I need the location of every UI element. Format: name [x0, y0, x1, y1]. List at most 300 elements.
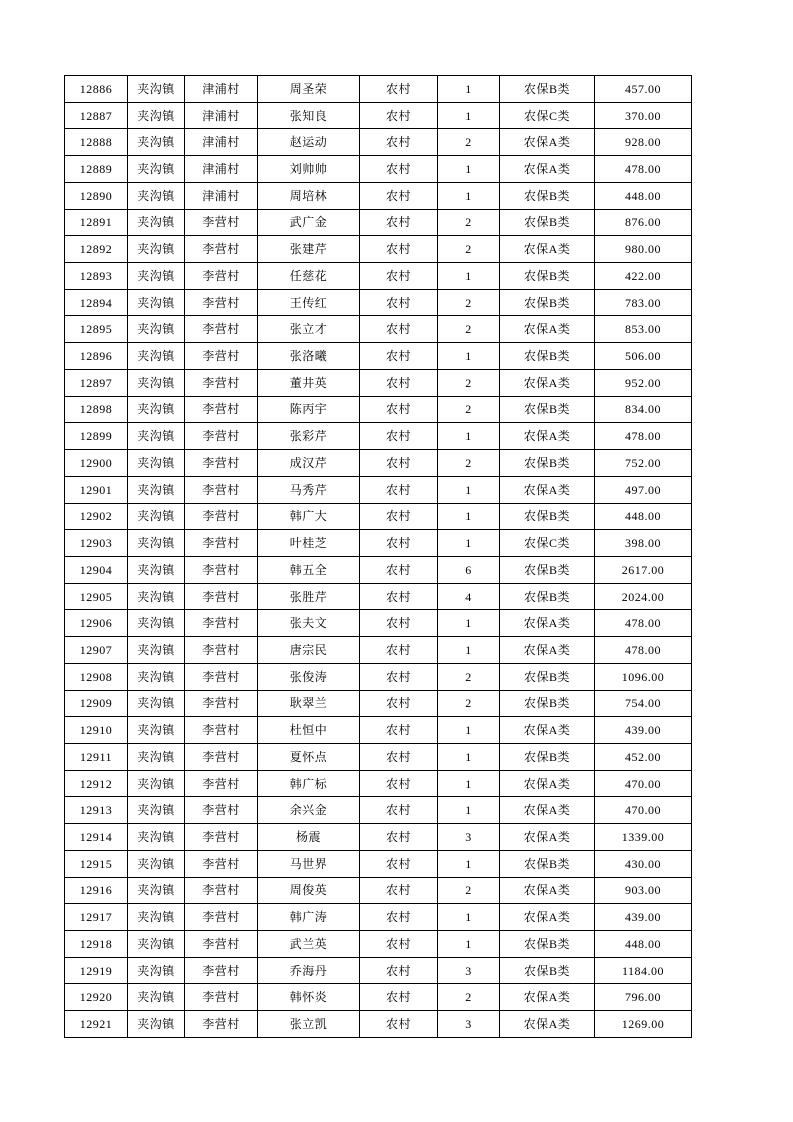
table-cell: 成汉芹 [258, 450, 360, 477]
table-cell: 农村 [360, 850, 438, 877]
table-cell: 2 [438, 877, 500, 904]
document-sheet [64, 75, 691, 1038]
table-cell: 478.00 [595, 610, 692, 637]
table-cell: 李营村 [185, 824, 258, 851]
table-cell: 李营村 [185, 556, 258, 583]
table-cell: 李营村 [185, 369, 258, 396]
table-cell: 农保B类 [500, 209, 595, 236]
table-cell: 耿翠兰 [258, 690, 360, 717]
table-cell: 1 [438, 343, 500, 370]
table-row [65, 316, 692, 343]
table-cell: 农保B类 [500, 343, 595, 370]
table-cell: 农保B类 [500, 396, 595, 423]
table-cell: 农村 [360, 770, 438, 797]
table-cell: 农保B类 [500, 850, 595, 877]
table-cell: 夹沟镇 [128, 1011, 185, 1038]
table-cell: 4 [438, 583, 500, 610]
table-cell: 2 [438, 663, 500, 690]
table-cell: 马世界 [258, 850, 360, 877]
table-cell: 夹沟镇 [128, 690, 185, 717]
table-cell: 12893 [65, 263, 128, 290]
table-cell: 韩广涛 [258, 904, 360, 931]
table-cell: 2 [438, 369, 500, 396]
table-row [65, 743, 692, 770]
table-cell: 张建芹 [258, 236, 360, 263]
table-cell: 1 [438, 743, 500, 770]
table-cell: 1 [438, 102, 500, 129]
table-cell: 2024.00 [595, 583, 692, 610]
table-cell: 李营村 [185, 289, 258, 316]
table-cell: 422.00 [595, 263, 692, 290]
table-row [65, 129, 692, 156]
table-cell: 农村 [360, 129, 438, 156]
table-cell: 1269.00 [595, 1011, 692, 1038]
table-row [65, 690, 692, 717]
table-row [65, 637, 692, 664]
table-cell: 农保A类 [500, 129, 595, 156]
table-cell: 刘帅帅 [258, 156, 360, 183]
table-cell: 夹沟镇 [128, 156, 185, 183]
table-cell: 李营村 [185, 423, 258, 450]
table-cell: 农村 [360, 904, 438, 931]
table-cell: 12901 [65, 476, 128, 503]
table-cell: 952.00 [595, 369, 692, 396]
records-table [64, 75, 692, 1038]
table-cell: 农村 [360, 824, 438, 851]
table-cell: 农保A类 [500, 717, 595, 744]
table-cell: 韩广标 [258, 770, 360, 797]
table-cell: 12916 [65, 877, 128, 904]
table-cell: 夹沟镇 [128, 503, 185, 530]
table-cell: 470.00 [595, 797, 692, 824]
table-cell: 农村 [360, 182, 438, 209]
table-cell: 12899 [65, 423, 128, 450]
table-cell: 农村 [360, 476, 438, 503]
table-row [65, 102, 692, 129]
table-cell: 津浦村 [185, 76, 258, 103]
table-cell: 夹沟镇 [128, 369, 185, 396]
table-cell: 农保B类 [500, 503, 595, 530]
table-cell: 津浦村 [185, 182, 258, 209]
table-cell: 12919 [65, 957, 128, 984]
table-cell: 12921 [65, 1011, 128, 1038]
table-cell: 农保A类 [500, 797, 595, 824]
table-row [65, 369, 692, 396]
table-cell: 李营村 [185, 316, 258, 343]
table-row [65, 209, 692, 236]
table-cell: 12904 [65, 556, 128, 583]
table-cell: 李营村 [185, 877, 258, 904]
table-cell: 3 [438, 1011, 500, 1038]
table-cell: 农保A类 [500, 610, 595, 637]
table-cell: 农村 [360, 450, 438, 477]
table-cell: 农保A类 [500, 1011, 595, 1038]
table-cell: 任慈花 [258, 263, 360, 290]
table-row [65, 182, 692, 209]
table-row [65, 931, 692, 958]
table-cell: 2 [438, 690, 500, 717]
table-cell: 农村 [360, 663, 438, 690]
table-cell: 陈丙宇 [258, 396, 360, 423]
table-cell: 1 [438, 530, 500, 557]
table-cell: 农保B类 [500, 450, 595, 477]
table-cell: 1096.00 [595, 663, 692, 690]
table-cell: 12909 [65, 690, 128, 717]
table-cell: 2 [438, 316, 500, 343]
table-cell: 439.00 [595, 717, 692, 744]
table-cell: 李营村 [185, 476, 258, 503]
table-cell: 12905 [65, 583, 128, 610]
table-cell: 乔海丹 [258, 957, 360, 984]
table-cell: 农保A类 [500, 637, 595, 664]
table-cell: 李营村 [185, 770, 258, 797]
table-cell: 农保A类 [500, 770, 595, 797]
table-cell: 农保A类 [500, 423, 595, 450]
table-cell: 506.00 [595, 343, 692, 370]
table-cell: 农保B类 [500, 76, 595, 103]
table-cell: 夹沟镇 [128, 102, 185, 129]
table-cell: 董井英 [258, 369, 360, 396]
table-cell: 夹沟镇 [128, 877, 185, 904]
table-cell: 2 [438, 289, 500, 316]
table-cell: 12886 [65, 76, 128, 103]
table-cell: 夹沟镇 [128, 476, 185, 503]
table-cell: 李营村 [185, 663, 258, 690]
table-cell: 夹沟镇 [128, 236, 185, 263]
table-cell: 3 [438, 957, 500, 984]
table-cell: 12900 [65, 450, 128, 477]
table-cell: 张胜芹 [258, 583, 360, 610]
table-cell: 12889 [65, 156, 128, 183]
table-cell: 夹沟镇 [128, 904, 185, 931]
table-cell: 夹沟镇 [128, 583, 185, 610]
table-cell: 452.00 [595, 743, 692, 770]
table-cell: 夹沟镇 [128, 824, 185, 851]
table-cell: 农村 [360, 637, 438, 664]
table-cell: 农保B类 [500, 583, 595, 610]
table-cell: 2 [438, 450, 500, 477]
table-cell: 12906 [65, 610, 128, 637]
table-cell: 农保A类 [500, 236, 595, 263]
table-cell: 夹沟镇 [128, 182, 185, 209]
table-cell: 农村 [360, 797, 438, 824]
table-cell: 夹沟镇 [128, 396, 185, 423]
table-row [65, 610, 692, 637]
table-cell: 1 [438, 610, 500, 637]
table-row [65, 76, 692, 103]
table-cell: 12908 [65, 663, 128, 690]
table-cell: 王传红 [258, 289, 360, 316]
table-cell: 农村 [360, 931, 438, 958]
table-cell: 农保B类 [500, 663, 595, 690]
table-cell: 夹沟镇 [128, 343, 185, 370]
table-cell: 李营村 [185, 610, 258, 637]
table-row [65, 877, 692, 904]
table-row [65, 450, 692, 477]
table-cell: 903.00 [595, 877, 692, 904]
table-cell: 农村 [360, 209, 438, 236]
table-cell: 1 [438, 850, 500, 877]
table-cell: 李营村 [185, 530, 258, 557]
table-row [65, 423, 692, 450]
table-cell: 农村 [360, 236, 438, 263]
table-cell: 周俊英 [258, 877, 360, 904]
table-cell: 周培林 [258, 182, 360, 209]
table-cell: 1184.00 [595, 957, 692, 984]
table-row [65, 156, 692, 183]
table-cell: 1 [438, 476, 500, 503]
table-row [65, 263, 692, 290]
table-cell: 12892 [65, 236, 128, 263]
table-cell: 李营村 [185, 263, 258, 290]
table-row [65, 556, 692, 583]
table-cell: 夹沟镇 [128, 957, 185, 984]
table-cell: 农村 [360, 396, 438, 423]
table-cell: 12907 [65, 637, 128, 664]
table-row [65, 503, 692, 530]
table-cell: 李营村 [185, 957, 258, 984]
table-cell: 12910 [65, 717, 128, 744]
table-cell: 1 [438, 637, 500, 664]
table-cell: 2617.00 [595, 556, 692, 583]
table-cell: 6 [438, 556, 500, 583]
table-row [65, 717, 692, 744]
table-cell: 农保B类 [500, 263, 595, 290]
table-cell: 3 [438, 824, 500, 851]
table-cell: 农保A类 [500, 877, 595, 904]
table-cell: 夹沟镇 [128, 663, 185, 690]
table-cell: 12897 [65, 369, 128, 396]
table-cell: 叶桂芝 [258, 530, 360, 557]
table-cell: 余兴金 [258, 797, 360, 824]
table-cell: 1339.00 [595, 824, 692, 851]
table-cell: 周圣荣 [258, 76, 360, 103]
table-cell: 12890 [65, 182, 128, 209]
table-cell: 农保B类 [500, 289, 595, 316]
table-cell: 1 [438, 263, 500, 290]
table-cell: 398.00 [595, 530, 692, 557]
table-cell: 439.00 [595, 904, 692, 931]
table-cell: 李营村 [185, 209, 258, 236]
table-cell: 农村 [360, 610, 438, 637]
table-cell: 1 [438, 156, 500, 183]
table-cell: 876.00 [595, 209, 692, 236]
table-cell: 夹沟镇 [128, 743, 185, 770]
table-cell: 1 [438, 931, 500, 958]
table-cell: 夹沟镇 [128, 423, 185, 450]
table-cell: 武兰英 [258, 931, 360, 958]
table-cell: 李营村 [185, 343, 258, 370]
table-cell: 农保C类 [500, 102, 595, 129]
table-row [65, 343, 692, 370]
table-cell: 2 [438, 129, 500, 156]
table-cell: 夏怀点 [258, 743, 360, 770]
table-cell: 杨震 [258, 824, 360, 851]
table-cell: 农村 [360, 957, 438, 984]
table-row [65, 396, 692, 423]
table-cell: 12911 [65, 743, 128, 770]
table-cell: 853.00 [595, 316, 692, 343]
table-cell: 12894 [65, 289, 128, 316]
table-cell: 农保A类 [500, 984, 595, 1011]
table-cell: 李营村 [185, 396, 258, 423]
table-row [65, 663, 692, 690]
table-cell: 1 [438, 797, 500, 824]
table-cell: 12896 [65, 343, 128, 370]
table-cell: 1 [438, 182, 500, 209]
table-row [65, 476, 692, 503]
table-cell: 2 [438, 984, 500, 1011]
table-cell: 夹沟镇 [128, 530, 185, 557]
table-cell: 韩广大 [258, 503, 360, 530]
table-cell: 农村 [360, 984, 438, 1011]
table-cell: 农村 [360, 369, 438, 396]
table-cell: 12903 [65, 530, 128, 557]
table-cell: 农保B类 [500, 556, 595, 583]
table-cell: 农村 [360, 423, 438, 450]
table-cell: 478.00 [595, 156, 692, 183]
table-cell: 李营村 [185, 637, 258, 664]
table-cell: 370.00 [595, 102, 692, 129]
table-cell: 张夫文 [258, 610, 360, 637]
table-cell: 农保B类 [500, 931, 595, 958]
table-cell: 783.00 [595, 289, 692, 316]
table-cell: 李营村 [185, 850, 258, 877]
table-cell: 夹沟镇 [128, 450, 185, 477]
table-cell: 448.00 [595, 182, 692, 209]
table-cell: 928.00 [595, 129, 692, 156]
table-cell: 夹沟镇 [128, 770, 185, 797]
table-cell: 马秀芹 [258, 476, 360, 503]
table-cell: 1 [438, 503, 500, 530]
table-cell: 农村 [360, 503, 438, 530]
table-cell: 农保A类 [500, 904, 595, 931]
table-cell: 李营村 [185, 1011, 258, 1038]
table-cell: 杜恒中 [258, 717, 360, 744]
table-cell: 夹沟镇 [128, 850, 185, 877]
table-cell: 夹沟镇 [128, 209, 185, 236]
table-cell: 李营村 [185, 931, 258, 958]
table-row [65, 957, 692, 984]
table-cell: 1 [438, 423, 500, 450]
table-cell: 张知良 [258, 102, 360, 129]
table-cell: 李营村 [185, 690, 258, 717]
table-cell: 834.00 [595, 396, 692, 423]
table-cell: 农村 [360, 556, 438, 583]
table-cell: 农保A类 [500, 156, 595, 183]
table-cell: 12912 [65, 770, 128, 797]
table-cell: 农村 [360, 343, 438, 370]
table-cell: 农保A类 [500, 476, 595, 503]
table-cell: 农村 [360, 583, 438, 610]
table-cell: 农保A类 [500, 369, 595, 396]
table-cell: 唐宗民 [258, 637, 360, 664]
table-cell: 农村 [360, 1011, 438, 1038]
table-cell: 夹沟镇 [128, 316, 185, 343]
table-cell: 李营村 [185, 236, 258, 263]
table-cell: 农村 [360, 102, 438, 129]
table-cell: 夹沟镇 [128, 610, 185, 637]
table-cell: 754.00 [595, 690, 692, 717]
table-cell: 夹沟镇 [128, 76, 185, 103]
table-cell: 韩五全 [258, 556, 360, 583]
table-cell: 李营村 [185, 904, 258, 931]
table-cell: 赵运动 [258, 129, 360, 156]
table-cell: 津浦村 [185, 129, 258, 156]
table-cell: 农村 [360, 76, 438, 103]
table-cell: 李营村 [185, 743, 258, 770]
table-cell: 武广金 [258, 209, 360, 236]
table-cell: 752.00 [595, 450, 692, 477]
table-cell: 12895 [65, 316, 128, 343]
table-cell: 12920 [65, 984, 128, 1011]
table-cell: 农村 [360, 743, 438, 770]
table-cell: 农村 [360, 289, 438, 316]
table-cell: 李营村 [185, 583, 258, 610]
table-cell: 457.00 [595, 76, 692, 103]
table-row [65, 770, 692, 797]
table-cell: 12915 [65, 850, 128, 877]
table-cell: 夹沟镇 [128, 797, 185, 824]
table-cell: 448.00 [595, 503, 692, 530]
table-cell: 韩怀炎 [258, 984, 360, 1011]
table-cell: 张彩芹 [258, 423, 360, 450]
table-cell: 796.00 [595, 984, 692, 1011]
table-cell: 李营村 [185, 984, 258, 1011]
table-cell: 农村 [360, 156, 438, 183]
table-row [65, 289, 692, 316]
table-cell: 张立才 [258, 316, 360, 343]
table-cell: 农村 [360, 263, 438, 290]
table-cell: 448.00 [595, 931, 692, 958]
table-cell: 1 [438, 717, 500, 744]
table-cell: 夹沟镇 [128, 289, 185, 316]
table-cell: 497.00 [595, 476, 692, 503]
table-row [65, 984, 692, 1011]
table-row [65, 904, 692, 931]
table-cell: 农保B类 [500, 743, 595, 770]
table-cell: 农保A类 [500, 316, 595, 343]
table-row [65, 530, 692, 557]
table-cell: 农村 [360, 530, 438, 557]
table-cell: 张立凯 [258, 1011, 360, 1038]
table-row [65, 583, 692, 610]
table-cell: 12902 [65, 503, 128, 530]
table-cell: 478.00 [595, 637, 692, 664]
table-cell: 夹沟镇 [128, 984, 185, 1011]
table-cell: 津浦村 [185, 156, 258, 183]
table-row [65, 236, 692, 263]
table-cell: 李营村 [185, 450, 258, 477]
table-cell: 1 [438, 770, 500, 797]
table-cell: 12898 [65, 396, 128, 423]
table-cell: 430.00 [595, 850, 692, 877]
table-cell: 470.00 [595, 770, 692, 797]
table-cell: 12918 [65, 931, 128, 958]
table-cell: 夹沟镇 [128, 263, 185, 290]
table-cell: 农保B类 [500, 690, 595, 717]
table-cell: 张俊涛 [258, 663, 360, 690]
table-cell: 12887 [65, 102, 128, 129]
table-cell: 12914 [65, 824, 128, 851]
table-cell: 2 [438, 236, 500, 263]
table-cell: 12891 [65, 209, 128, 236]
table-cell: 2 [438, 209, 500, 236]
table-cell: 农保C类 [500, 530, 595, 557]
table-cell: 12917 [65, 904, 128, 931]
table-cell: 李营村 [185, 717, 258, 744]
table-cell: 980.00 [595, 236, 692, 263]
